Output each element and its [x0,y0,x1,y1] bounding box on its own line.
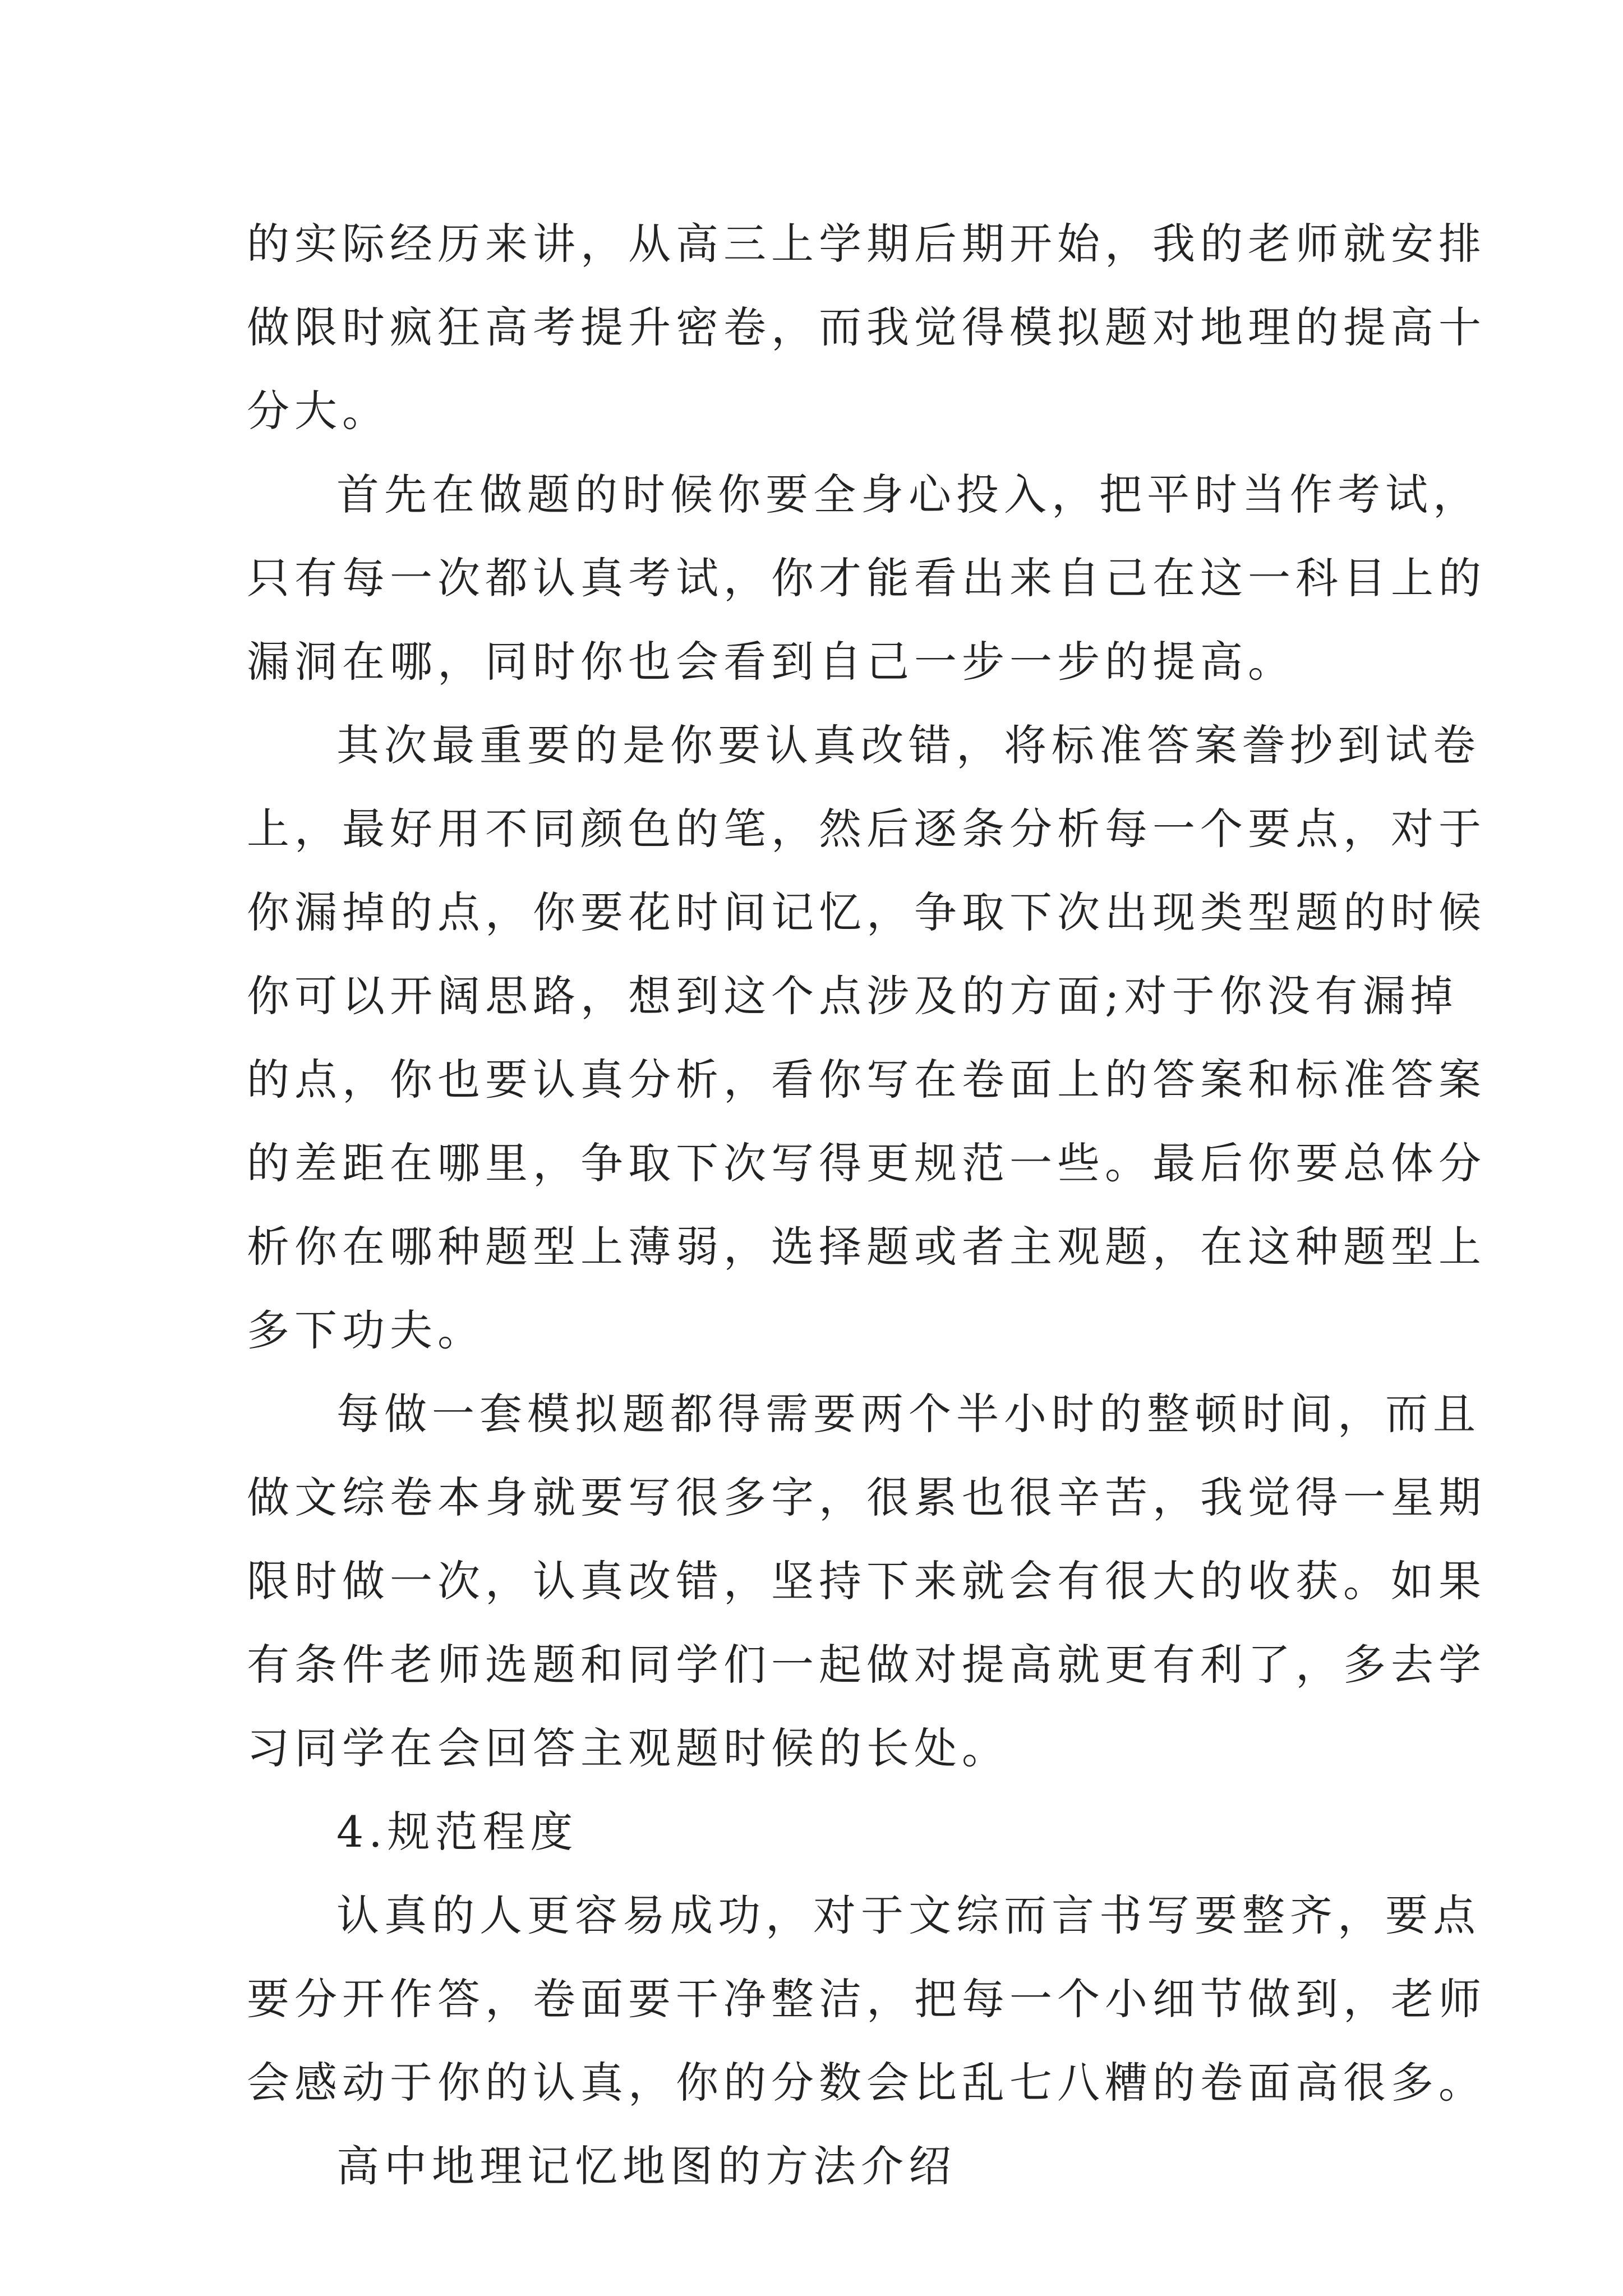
text-line: 漏洞在哪，同时你也会看到自己一步一步的提高。 [247,637,1295,687]
paragraph [247,202,1486,453]
section-heading [247,1790,1402,1874]
paragraph [247,1372,1486,1790]
document-body [247,202,1486,2208]
paragraph [247,453,1486,703]
text-line: 只有每一次都认真考试，你才能看出来自己在这一科目上的 [247,553,1486,603]
text-line: 的差距在哪里，争取下次写得更规范一些。最后你要总体分 [247,1138,1486,1188]
paragraph [247,2124,1402,2208]
text-line: 多下功夫。 [247,1305,485,1355]
text-line: 你可以开阔思路，想到这个点涉及的方面;对于你没有漏掉 [247,971,1458,1021]
text-line: 有条件老师选题和同学们一起做对提高就更有利了，多去学 [247,1640,1486,1690]
section-heading-text: 4.规范程度 [336,1807,578,1857]
paragraph [247,703,1486,1372]
text-line: 要分开作答，卷面要干净整洁，把每一个小细节做到，老师 [247,1974,1486,2024]
text-line: 上，最好用不同颜色的笔，然后逐条分析每一个要点，对于 [247,804,1486,854]
text-line: 会感动于你的认真，你的分数会比乱七八糟的卷面高很多。 [247,2058,1486,2108]
text-line: 析你在哪种题型上薄弱，选择题或者主观题，在这种题型上 [247,1222,1486,1272]
text-line: 认真的人更容易成功，对于文综而言书写要整齐，要点 [336,1890,1481,1940]
text-line: 的点，你也要认真分析，看你写在卷面上的答案和标准答案 [247,1055,1486,1105]
text-line: 分大。 [247,386,390,436]
text-line: 首先在做题的时候你要全身心投入，把平时当作考试， [336,470,1481,519]
text-line: 习同学在会回答主观题时候的长处。 [247,1723,1009,1773]
text-line: 每做一套模拟题都得需要两个半小时的整顿时间，而且 [336,1389,1481,1439]
text-line: 做限时疯狂高考提升密卷，而我觉得模拟题对地理的提高十 [247,302,1486,352]
text-line: 的实际经历来讲，从高三上学期后期开始，我的老师就安排 [247,219,1486,269]
text-line: 做文综卷本身就要写很多字，很累也很辛苦，我觉得一星期 [247,1473,1486,1522]
paragraph [247,1874,1486,2124]
text-line: 你漏掉的点，你要花时间记忆，争取下次出现类型题的时候 [247,887,1486,937]
text-line: 其次最重要的是你要认真改错，将标准答案誊抄到试卷 [336,720,1481,770]
closing-title: 高中地理记忆地图的方法介绍 [336,2141,956,2191]
text-line: 限时做一次，认真改错，坚持下来就会有很大的收获。如果 [247,1556,1486,1606]
